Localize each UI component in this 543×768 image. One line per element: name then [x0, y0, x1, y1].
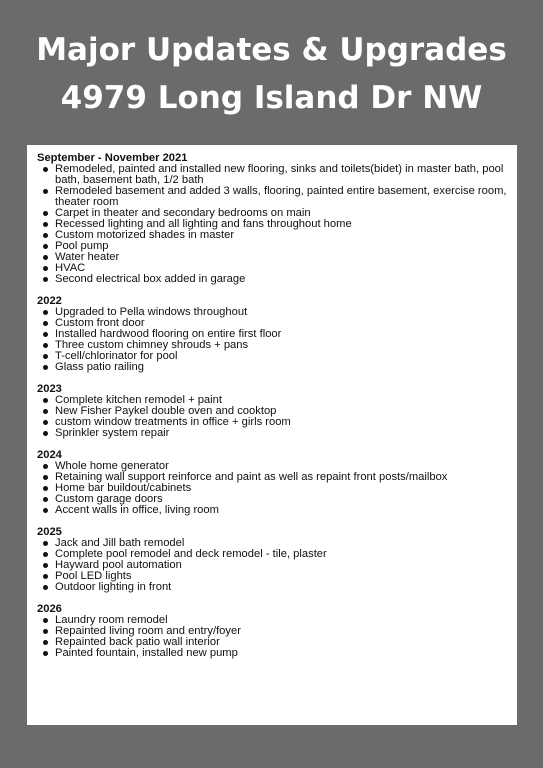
list-item: Custom garage doors	[55, 494, 507, 505]
bullet-list	[37, 395, 507, 439]
section-2024	[37, 450, 507, 516]
section-title: 2023	[37, 383, 62, 395]
section-2025	[37, 527, 507, 593]
list-item: Hayward pool automation	[55, 560, 507, 571]
bullet-list	[37, 461, 507, 516]
list-item: Accent walls in office, living room	[55, 505, 507, 516]
list-item: Second electrical box added in garage	[55, 274, 507, 285]
list-item: Complete kitchen remodel + paint	[55, 395, 507, 406]
list-item: Water heater	[55, 252, 507, 263]
list-item: Repainted back patio wall interior	[55, 637, 507, 648]
section-title: September - November 2021	[37, 152, 188, 164]
list-item: Painted fountain, installed new pump	[55, 648, 507, 659]
bullet-list	[37, 615, 507, 659]
list-item: Pool LED lights	[55, 571, 507, 582]
list-item: Glass patio railing	[55, 362, 507, 373]
list-item: Outdoor lighting in front	[55, 582, 507, 593]
list-item: Recessed lighting and all lighting and fans throughout home	[55, 219, 507, 230]
list-item: Carpet in theater and secondary bedrooms on main	[55, 208, 507, 219]
header-title: Major Updates & Upgrades	[36, 32, 507, 68]
section-title: 2022	[37, 295, 62, 307]
list-item: Remodeled basement and added 3 walls, flooring, painted entire basement, exercise room, theater room	[55, 185, 507, 208]
section-title: 2026	[37, 603, 62, 615]
list-item: Laundry room remodel	[55, 615, 507, 626]
list-item: Jack and Jill bath remodel	[55, 538, 507, 549]
page-header	[0, 26, 543, 122]
section-2023	[37, 384, 507, 439]
list-item: Three custom chimney shrouds + pans	[55, 340, 507, 351]
list-item: Custom front door	[55, 318, 507, 329]
list-item: Installed hardwood flooring on entire first floor	[55, 329, 507, 340]
bullet-list	[37, 164, 507, 285]
list-item: New Fisher Paykel double oven and cooktop	[55, 406, 507, 417]
list-item: Upgraded to Pella windows throughout	[55, 307, 507, 318]
section-title: 2024	[37, 449, 62, 461]
header-address: 4979 Long Island Dr NW	[60, 80, 483, 116]
updates-card	[27, 145, 517, 725]
list-item: Sprinkler system repair	[55, 428, 507, 439]
list-item: Repainted living room and entry/foyer	[55, 626, 507, 637]
section-2022	[37, 296, 507, 373]
list-item: T-cell/chlorinator for pool	[55, 351, 507, 362]
list-item: Whole home generator	[55, 461, 507, 472]
list-item: Remodeled, painted and installed new flooring, sinks and toilets(bidet) in master bath, pool bath, basement bath, 1/2 bath	[55, 164, 507, 186]
section-2021	[37, 153, 507, 285]
bullet-list	[37, 538, 507, 593]
list-item: Custom motorized shades in master	[55, 230, 507, 241]
list-item: custom window treatments in office + girls room	[55, 417, 507, 428]
list-item: HVAC	[55, 263, 507, 274]
list-item: Pool pump	[55, 241, 507, 252]
list-item: Home bar buildout/cabinets	[55, 483, 507, 494]
section-title: 2025	[37, 526, 62, 538]
list-item: Retaining wall support reinforce and paint as well as repaint front posts/mailbox	[55, 472, 507, 483]
bullet-list	[37, 307, 507, 373]
list-item: Complete pool remodel and deck remodel - tile, plaster	[55, 549, 507, 560]
section-2026	[37, 604, 507, 659]
